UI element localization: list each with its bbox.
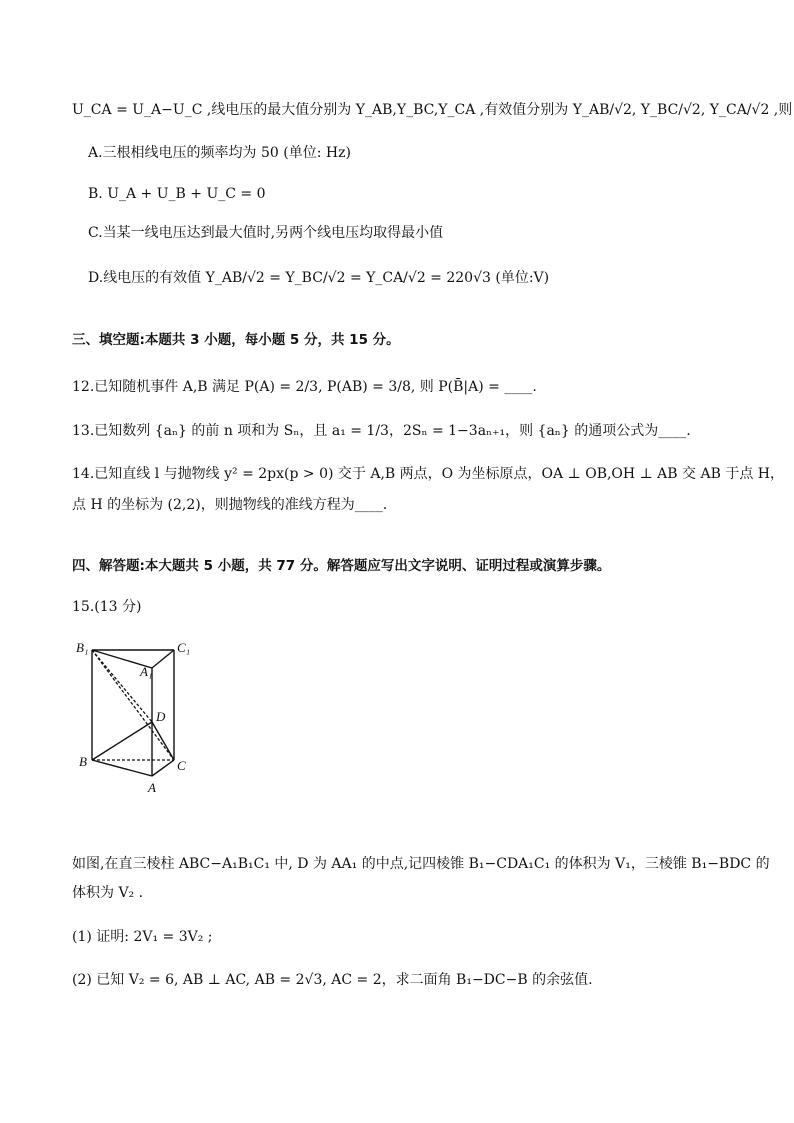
edge-b1-d-dashed: [92, 650, 152, 722]
intro-line: U_CA = U_A−U_C ,线电压的最大值分别为 Y_AB,Y_BC,Y_CA ,有效值分别为 Y_AB/√2, Y_BC/√2, Y_CA/√2 ,则: [72, 102, 793, 118]
prism-diagram: [74, 640, 194, 800]
option-c: C.当某一线电压达到最大值时,另两个线电压均取得最小值: [88, 225, 444, 241]
question-15-part-2: (2) 已知 V₂ = 6, AB ⊥ AC, AB = 2√3, AC = 2，求二面角 B₁−DC−B 的余弦值.: [72, 972, 593, 988]
edge-d-c: [152, 722, 174, 760]
question-12: 12.已知随机事件 A,B 满足 P(A) = 2/3, P(AB) = 3/8, 则 P(B̄|A) = ____.: [72, 379, 537, 395]
edge-b1-c-dashed: [92, 650, 174, 760]
label-d: D: [156, 709, 166, 724]
edge-b-a: [92, 760, 152, 776]
section-3-heading: 三、填空题:本题共 3 小题，每小题 5 分，共 15 分。: [72, 332, 400, 348]
option-a: A.三根相线电压的频率均为 50 (单位: Hz): [88, 145, 351, 161]
option-b: B. U_A + U_B + U_C = 0: [88, 186, 266, 202]
prism-figure: [74, 640, 194, 804]
label-a: A: [148, 780, 156, 795]
label-b1: B₁: [76, 640, 89, 655]
label-c1: C₁: [177, 640, 191, 655]
edge-b-d: [92, 722, 152, 760]
question-13: 13.已知数列 {aₙ} 的前 n 项和为 Sₙ，且 a₁ = 1/3，2Sₙ = 1−3aₙ₊₁，则 {aₙ} 的通项公式为____.: [72, 423, 691, 439]
option-d: D.线电压的有效值 Y_AB/√2 = Y_BC/√2 = Y_CA/√2 = 220√3 (单位:V): [88, 270, 550, 286]
question-15-text-2: 体积为 V₂ .: [72, 885, 144, 901]
label-c: C: [177, 758, 186, 773]
question-15-title: 15.(13 分): [72, 599, 142, 615]
label-b: B: [79, 754, 87, 769]
section-4-heading: 四、解答题:本大题共 5 小题，共 77 分。解答题应写出文字说明、证明过程或演算步骤。: [72, 558, 611, 574]
question-14-line-2: 点 H 的坐标为 (2,2)，则抛物线的准线方程为____.: [72, 497, 388, 513]
label-a1: A₁: [140, 664, 153, 679]
question-15-part-1: (1) 证明: 2V₁ = 3V₂ ;: [72, 929, 213, 945]
question-14-line-1: 14.已知直线 l 与抛物线 y² = 2px(p > 0) 交于 A,B 两点，O 为坐标原点，OA ⊥ OB,OH ⊥ AB 交 AB 于点 H，: [72, 466, 784, 482]
question-15-text-1: 如图,在直三棱柱 ABC−A₁B₁C₁ 中, D 为 AA₁ 的中点,记四棱锥 B₁−CDA₁C₁ 的体积为 V₁，三棱锥 B₁−BDC 的: [72, 856, 770, 872]
edge-a1-c1: [152, 650, 174, 668]
edge-a-c: [152, 760, 174, 776]
